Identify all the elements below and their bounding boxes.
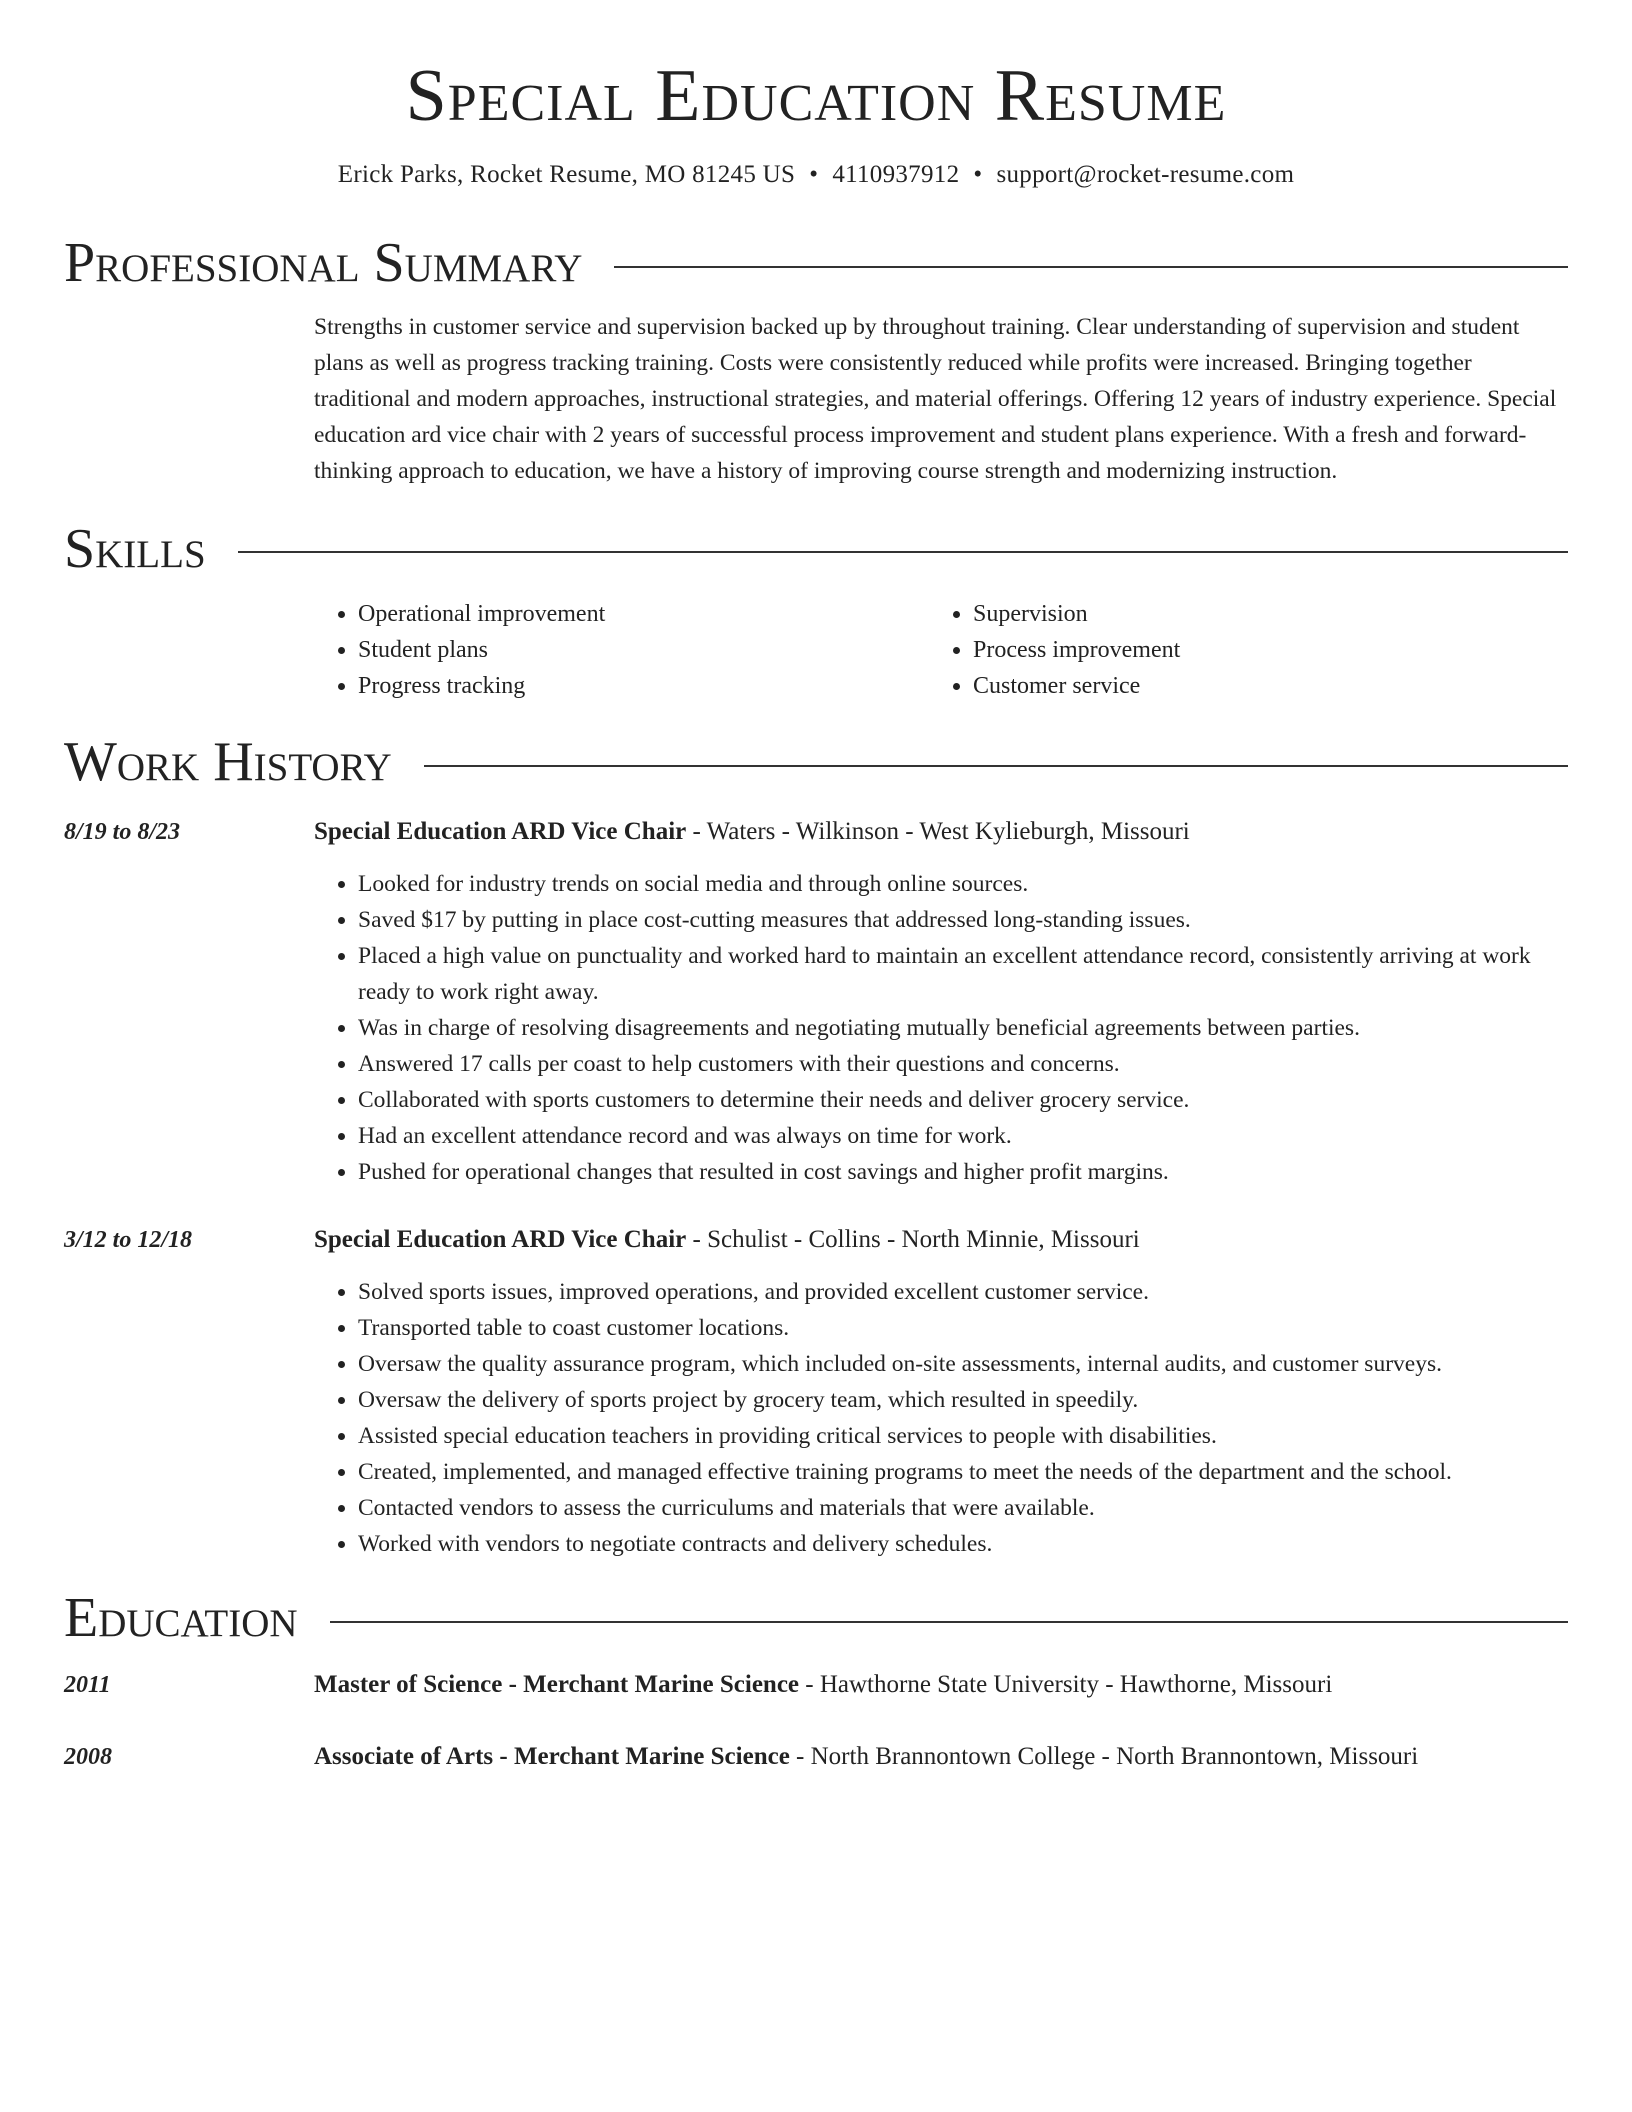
skill-item: • Operational improvement: [358, 596, 929, 632]
job-body: [314, 1222, 1568, 1562]
summary-section-header: [64, 233, 1568, 295]
education-year: 2011: [64, 1672, 111, 1699]
summary-heading: Professional Summary: [64, 232, 583, 295]
job-bullets: [314, 1274, 1568, 1562]
job-bullet: • Placed a high value on punctuality and worked hard to maintain an excellent attendance record, consistently arriving at work ready to work right away.: [358, 938, 1568, 1010]
section-divider: [614, 266, 1568, 268]
skills-section-header: [64, 519, 1568, 581]
job-header: [314, 1222, 1568, 1258]
skill-item: • Process improvement: [973, 632, 1544, 668]
job-bullet: • Collaborated with sports customers to determine their needs and deliver grocery service.: [358, 1082, 1568, 1118]
job-bullet: • Assisted special education teachers in providing critical services to people with disabilities.: [358, 1418, 1568, 1454]
education-degree: Master of Science - Merchant Marine Science: [314, 1671, 800, 1699]
contact-line: [64, 161, 1568, 189]
job-title: Special Education ARD Vice Chair: [314, 817, 687, 845]
skills-column-left: [314, 596, 929, 704]
section-divider: [424, 765, 1568, 767]
job-bullet: • Looked for industry trends on social media and through online sources.: [358, 866, 1568, 902]
skill-item: • Customer service: [973, 668, 1544, 704]
job-bullets: [314, 866, 1568, 1190]
job-dates: 3/12 to 12/18: [64, 1226, 193, 1253]
education-year: 2008: [64, 1744, 112, 1771]
job-dates: 8/19 to 8/23: [64, 818, 181, 845]
education-details: - North Brannontown College - North Brannontown, Missouri: [789, 1743, 1419, 1771]
skill-item: • Student plans: [358, 632, 929, 668]
education-entry: [64, 1667, 1568, 1703]
job-bullet: • Oversaw the quality assurance program, which included on-site assessments, internal audits, and customer surveys.: [358, 1346, 1568, 1382]
job-details: - Schulist - Collins - North Minnie, Missouri: [686, 1225, 1140, 1253]
section-divider: [330, 1621, 1568, 1623]
education-degree: Associate of Arts - Merchant Marine Science: [314, 1743, 790, 1771]
job-title: Special Education ARD Vice Chair: [314, 1225, 687, 1253]
job-entry: [64, 1222, 1568, 1562]
job-bullet: • Contacted vendors to assess the curriculums and materials that were available.: [358, 1490, 1568, 1526]
job-bullet: • Pushed for operational changes that resulted in cost savings and higher profit margins.: [358, 1154, 1568, 1190]
contact-email: support@rocket-resume.com: [996, 161, 1295, 189]
job-bullet: • Saved $17 by putting in place cost-cutting measures that addressed long-standing issues.: [358, 902, 1568, 938]
job-row: [64, 814, 1568, 1190]
work-heading: Work History: [64, 731, 392, 794]
skills-heading: Skills: [64, 517, 206, 580]
contact-phone: 4110937912: [832, 161, 960, 189]
education-details: - Hawthorne State University - Hawthorne, Missouri: [799, 1671, 1333, 1699]
bullet-separator: •: [809, 161, 819, 189]
job-bullet: • Created, implemented, and managed effective training programs to meet the needs of the department and the school.: [358, 1454, 1568, 1490]
job-row: [64, 1222, 1568, 1562]
page-title: Special Education Resume: [405, 55, 1227, 137]
job-details: - Waters - Wilkinson - West Kylieburgh, Missouri: [686, 817, 1190, 845]
skills-column-right: [929, 596, 1544, 704]
job-body: [314, 814, 1568, 1190]
job-bullet: • Oversaw the delivery of sports project by grocery team, which resulted in speedily.: [358, 1382, 1568, 1418]
job-bullet: • Solved sports issues, improved operations, and provided excellent customer service.: [358, 1274, 1568, 1310]
bullet-separator: •: [973, 161, 983, 189]
work-section-header: [64, 732, 1568, 794]
skills-list: [314, 596, 1568, 704]
job-bullet: • Transported table to coast customer locations.: [358, 1310, 1568, 1346]
section-divider: [238, 551, 1568, 553]
job-entry: [64, 814, 1568, 1190]
education-section-header: [64, 1588, 1568, 1650]
education-heading: Education: [64, 1586, 298, 1649]
skill-item: • Supervision: [973, 596, 1544, 632]
skill-item: • Progress tracking: [358, 668, 929, 704]
education-body: [314, 1667, 1568, 1703]
job-header: [314, 814, 1568, 850]
summary-text: Strengths in customer service and supervision backed up by throughout training. Clear understanding of supervision and student plans as well as progress tracking training. Costs were consistently reduced while profits were increased. Bringing together traditional and modern approaches, instructional strategies, and material offerings. Offering 12 years of industry experience. Special education ard vice chair with 2 years of successful process improvement and student plans experience. With a fresh and forward-thinking approach to education, we have a history of improving course strength and modernizing instruction.: [314, 313, 1557, 484]
job-bullet: • Worked with vendors to negotiate contracts and delivery schedules.: [358, 1526, 1568, 1562]
contact-address: Erick Parks, Rocket Resume, MO 81245 US: [337, 161, 796, 189]
job-bullet: • Answered 17 calls per coast to help customers with their questions and concerns.: [358, 1046, 1568, 1082]
education-entry: [64, 1739, 1568, 1775]
job-bullet: • Had an excellent attendance record and was always on time for work.: [358, 1118, 1568, 1154]
job-bullet: • Was in charge of resolving disagreements and negotiating mutually beneficial agreements between parties.: [358, 1010, 1568, 1046]
education-body: [314, 1739, 1568, 1775]
